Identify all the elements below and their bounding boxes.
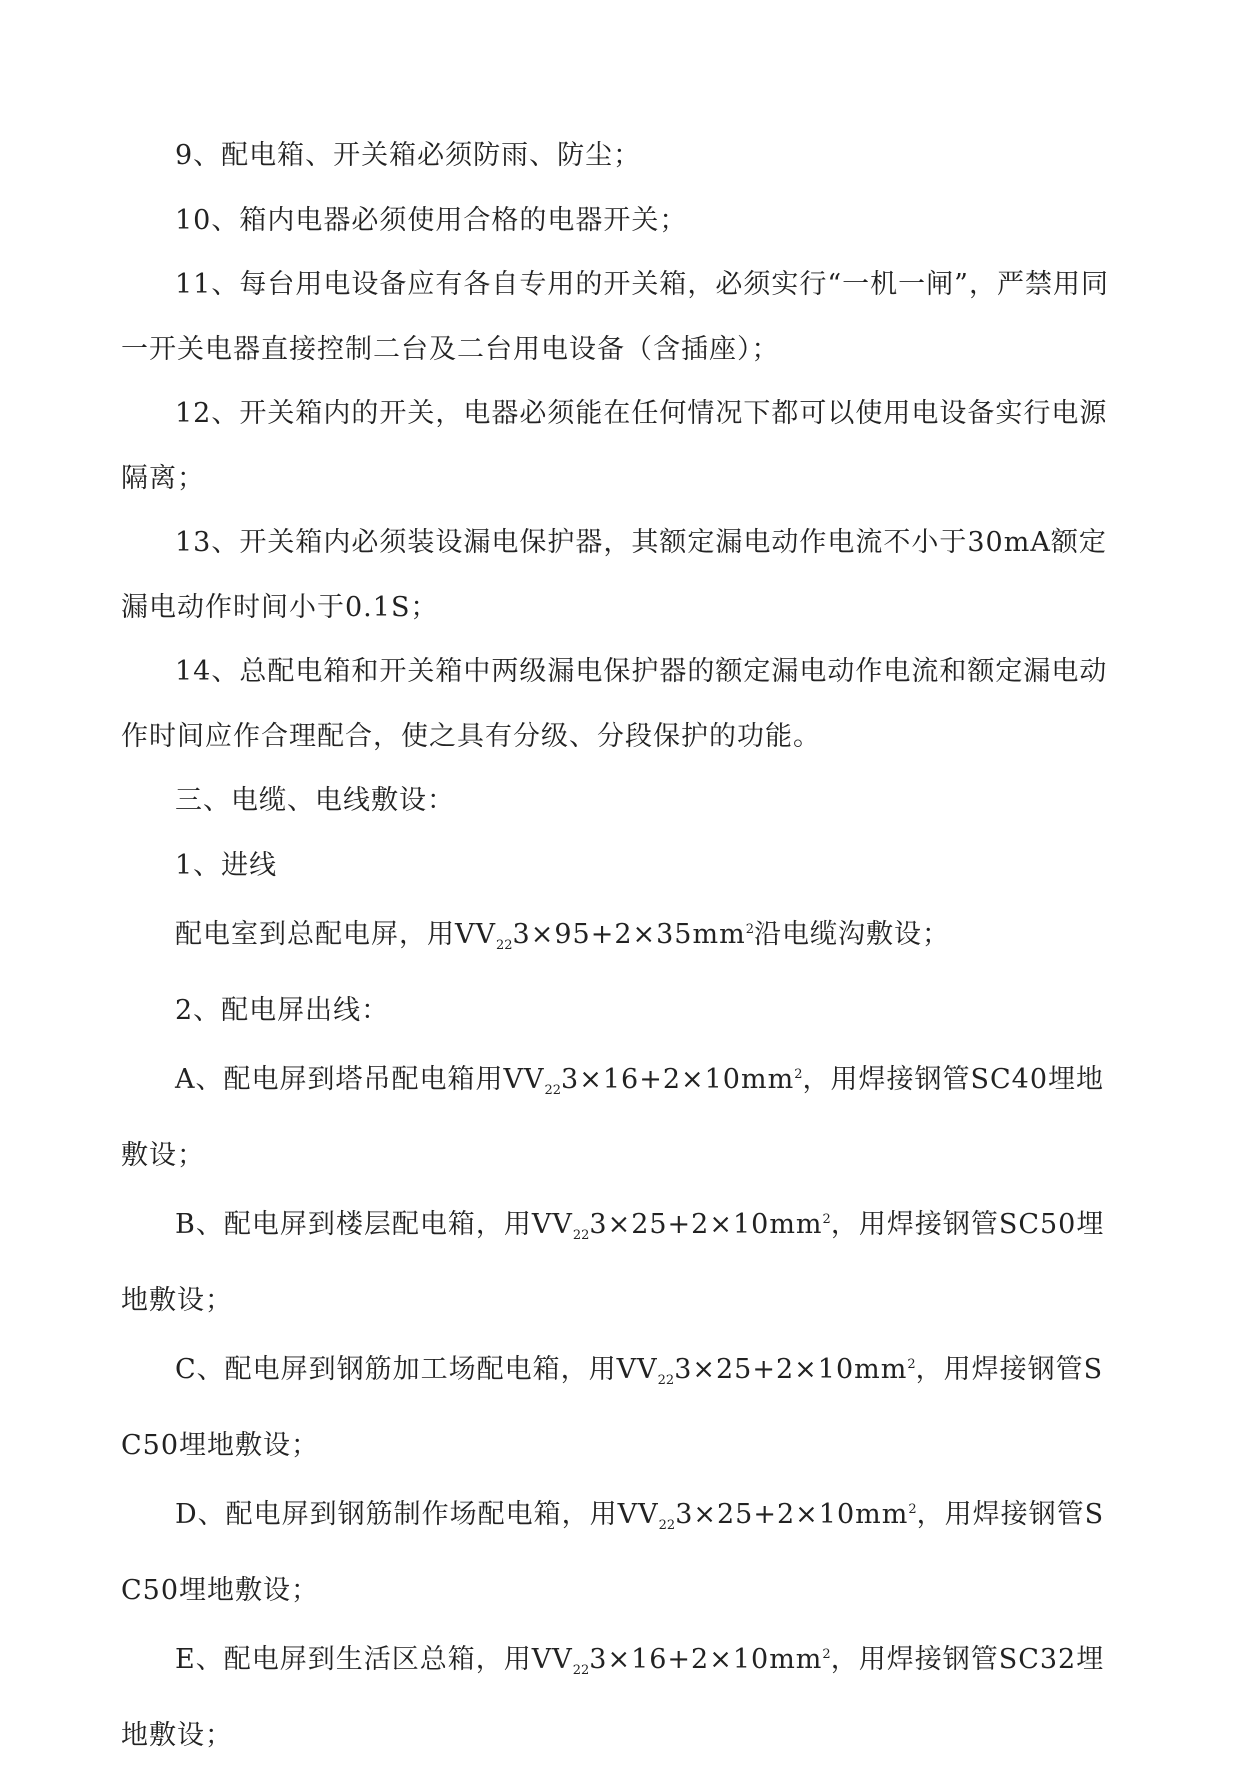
cable-line-d-before: D、配电屏到钢筋制作场配电箱，用VV — [175, 1499, 659, 1530]
incoming-line-spec — [121, 898, 1121, 979]
subheading-incoming-line: 1、进线 — [175, 849, 278, 881]
cable-line-a-superscript: 2 — [794, 1067, 803, 1082]
paragraph-item-14: 14、总配电箱和开关箱中两级漏电保护器的额定漏电动作电流和额定漏电动作时间应作合理配合，使之具有分级、分段保护的功能。 — [121, 656, 1108, 752]
subheading-outgoing-lines: 2、配电屏出线： — [175, 994, 390, 1026]
cable-line-e-after: ，用焊接钢管SC32埋地敷设； — [121, 1644, 1105, 1751]
cable-line-b-before: B、配电屏到楼层配电箱，用VV — [175, 1209, 573, 1240]
cable-line-a-before: A、配电屏到塔吊配电箱用VV — [175, 1064, 545, 1095]
cable-line-e-superscript: 2 — [822, 1647, 831, 1662]
paragraph-item-10: 10、箱内电器必须使用合格的电器开关； — [175, 204, 688, 236]
paragraph-item-9: 9、配电箱、开关箱必须防雨、防尘； — [175, 140, 642, 171]
cable-line-e-middle: 3×16+2×10mm — [589, 1644, 823, 1675]
cable-line-b — [121, 1188, 1121, 1333]
cable-line-c-before: C、配电屏到钢筋加工场配电箱，用VV — [175, 1354, 658, 1385]
incoming-line-after: 沿电缆沟敷设； — [753, 919, 950, 950]
document-body — [121, 124, 1121, 1768]
incoming-line-middle: 3×95+2×35mm — [512, 919, 746, 950]
cable-line-d-middle: 3×25+2×10mm — [675, 1499, 909, 1530]
cable-line-b-subscript: 22 — [572, 1228, 590, 1243]
cable-line-a-after: ，用焊接钢管SC40埋地敷设； — [121, 1064, 1104, 1171]
cable-line-c — [121, 1333, 1121, 1478]
cable-line-a-subscript: 22 — [544, 1083, 562, 1098]
cable-line-b-middle: 3×25+2×10mm — [589, 1209, 823, 1240]
cable-line-c-after: ，用焊接钢管SC50埋地敷设； — [121, 1354, 1104, 1461]
incoming-line-superscript: 2 — [745, 922, 754, 937]
cable-line-c-middle: 3×25+2×10mm — [674, 1354, 908, 1385]
cable-line-c-superscript: 2 — [907, 1357, 916, 1372]
cable-line-d-subscript: 22 — [658, 1518, 676, 1533]
paragraph-item-12: 12、开关箱内的开关，电器必须能在任何情况下都可以使用电设备实行电源隔离； — [121, 398, 1108, 494]
cable-line-a-middle: 3×16+2×10mm — [561, 1064, 795, 1095]
cable-line-a — [121, 1043, 1121, 1188]
cable-line-d-superscript: 2 — [908, 1502, 917, 1517]
cable-line-d-after: ，用焊接钢管SC50埋地敷设； — [121, 1499, 1105, 1606]
incoming-line-subscript: 22 — [496, 938, 513, 953]
cable-line-d — [121, 1478, 1121, 1623]
cable-line-b-after: ，用焊接钢管SC50埋地敷设； — [121, 1209, 1105, 1316]
cable-line-c-subscript: 22 — [657, 1373, 675, 1388]
incoming-line-before: 配电室到总配电屏，用VV — [175, 919, 496, 950]
cable-line-b-superscript: 2 — [822, 1212, 831, 1227]
cable-line-e-before: E、配电屏到生活区总箱，用VV — [175, 1644, 573, 1675]
section-heading-cables: 三、电缆、电线敷设： — [175, 785, 455, 816]
paragraph-item-11: 11、每台用电设备应有各自专用的开关箱，必须实行“一机一闸”，严禁用同一开关电器直接控制二台及二台用电设备（含插座）； — [121, 269, 1109, 365]
cable-line-e-subscript: 22 — [572, 1663, 590, 1678]
cable-line-e — [121, 1623, 1121, 1768]
paragraph-item-13: 13、开关箱内必须装设漏电保护器，其额定漏电动作电流不小于30mA额定漏电动作时间小于0.1S； — [121, 527, 1107, 623]
